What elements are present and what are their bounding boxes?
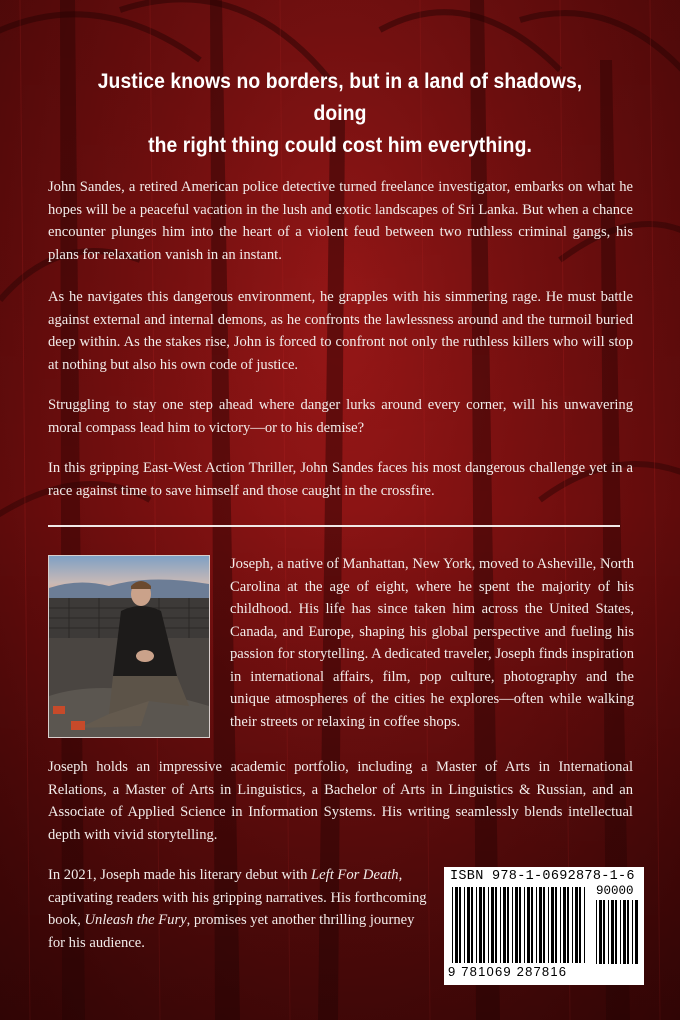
bio-text-c: , promises yet another thrilling journey for his audience. xyxy=(48,912,415,951)
barcode-bar xyxy=(632,900,633,964)
synopsis-paragraph-1: John Sandes, a retired American police detective turned freelance investigator, embarks on what he hopes will be a peaceful vacation in the lush and exotic landscapes of Sri Lanka. But when a chance encounter plunges him into the heart of a violent feud between two ruthless criminal gangs, his plans for relaxation vanish in an instant. xyxy=(48,179,633,263)
barcode-bar xyxy=(512,887,513,963)
tagline xyxy=(82,66,597,162)
barcode-bar xyxy=(572,887,573,963)
ean-barcode-bars xyxy=(450,887,590,965)
barcode-bar xyxy=(623,900,626,964)
barcode-bar xyxy=(495,887,497,963)
barcode-bar xyxy=(527,887,530,963)
barcode-bar xyxy=(459,887,461,963)
isbn-label: ISBN 978-1-0692878-1-6 xyxy=(450,869,635,884)
barcode-bar xyxy=(608,900,609,964)
barcode-bar xyxy=(584,887,585,963)
bio-text-b: , captivating readers with his gripping narratives. His forthcoming book, xyxy=(48,867,427,928)
barcode-bar xyxy=(575,887,578,963)
barcode-bar xyxy=(519,887,521,963)
barcode-bar xyxy=(620,900,621,964)
barcode-bar xyxy=(611,900,614,964)
synopsis-paragraph-3: Struggling to stay one step ahead where danger lurks around every corner, will his unwavering moral compass lead him to victory—or to his demise? xyxy=(48,397,633,436)
barcode-bar xyxy=(615,900,617,964)
addon-barcode-bars xyxy=(594,900,640,965)
barcode-bar xyxy=(543,887,545,963)
barcode-bar xyxy=(467,887,470,963)
barcode-bar xyxy=(555,887,557,963)
tagline-line-2: the right thing could cost him everything. xyxy=(148,134,532,157)
tagline-line-1: Justice knows no borders, but in a land of shadows, doing xyxy=(97,70,583,125)
book-title-unleash-the-fury: Unleash the Fury xyxy=(84,912,187,928)
barcode-bar xyxy=(524,887,525,963)
barcode-bar xyxy=(452,887,453,963)
barcode-bar xyxy=(567,887,569,963)
barcode-bar xyxy=(563,887,566,963)
barcode-bar xyxy=(479,887,482,963)
barcode-bar xyxy=(491,887,494,963)
barcode-bar xyxy=(548,887,549,963)
author-photo xyxy=(48,555,210,738)
barcode-bar xyxy=(551,887,554,963)
barcode-bar xyxy=(627,900,629,964)
barcode-bar xyxy=(471,887,473,963)
price-code: 90000 xyxy=(596,884,634,898)
bio-text-a: In 2021, Joseph made his literary debut with xyxy=(48,867,312,883)
author-bio-paragraph-2: Joseph holds an impressive academic portfolio, including a Master of Arts in International Relations, a Master of Arts in Linguistics, a Bachelor of Arts in Linguistics & Russian, and an Associate of Applied Science in Information Systems. His writing seamlessly blends intellectual depth with vivid storytelling. xyxy=(48,759,633,843)
barcode-bar xyxy=(464,887,465,963)
barcode-bar xyxy=(635,900,638,964)
barcode-bar xyxy=(531,887,533,963)
author-bio-paragraph-1: Joseph, a native of Manhattan, New York, moved to Asheville, North Carolina at the age of eight, where he spent the majority of his childhood. His life has since taken him across the United States, Canada, and Europe, shaping his global perspective and fueling his passion for storytelling. A dedicated traveler, Joseph finds inspiration in international affairs, film, pop culture, photography and the unique atmospheres of the cities he explores—often while walking their streets or relaxing in coffee shops. xyxy=(230,556,634,730)
barcode-bar xyxy=(599,900,602,964)
barcode-bar xyxy=(515,887,518,963)
ean-digits: 9 781069 287816 xyxy=(448,964,568,979)
synopsis-paragraph-4: In this gripping East-West Action Thriller, John Sandes faces his most dangerous challenge yet in a race against time to save himself and those caught in the crossfire. xyxy=(48,460,633,499)
barcode-bar xyxy=(596,900,597,964)
barcode-bar xyxy=(603,900,605,964)
barcode-bar xyxy=(560,887,561,963)
barcode-bar xyxy=(488,887,489,963)
barcode-bar xyxy=(483,887,485,963)
barcode-bar xyxy=(500,887,501,963)
barcode-bar xyxy=(503,887,506,963)
isbn-barcode xyxy=(444,867,644,985)
synopsis-paragraph-2: As he navigates this dangerous environment, he grapples with his simmering rage. He must battle against external and internal demons, as he confronts the lawlessness around and the turmoil buried deep within. As the stakes rise, John is forced to confront not only the ruthless killers who will stop at nothing but also his own code of justice. xyxy=(48,289,633,373)
barcode-bar xyxy=(536,887,537,963)
barcode-bar xyxy=(455,887,458,963)
barcode-bar xyxy=(507,887,509,963)
barcode-bar xyxy=(579,887,581,963)
section-divider xyxy=(48,525,620,527)
author-bio-paragraph-3 xyxy=(48,864,430,954)
book-title-left-for-death: Left For Death xyxy=(311,867,399,883)
barcode-bar xyxy=(539,887,542,963)
barcode-bar xyxy=(476,887,477,963)
